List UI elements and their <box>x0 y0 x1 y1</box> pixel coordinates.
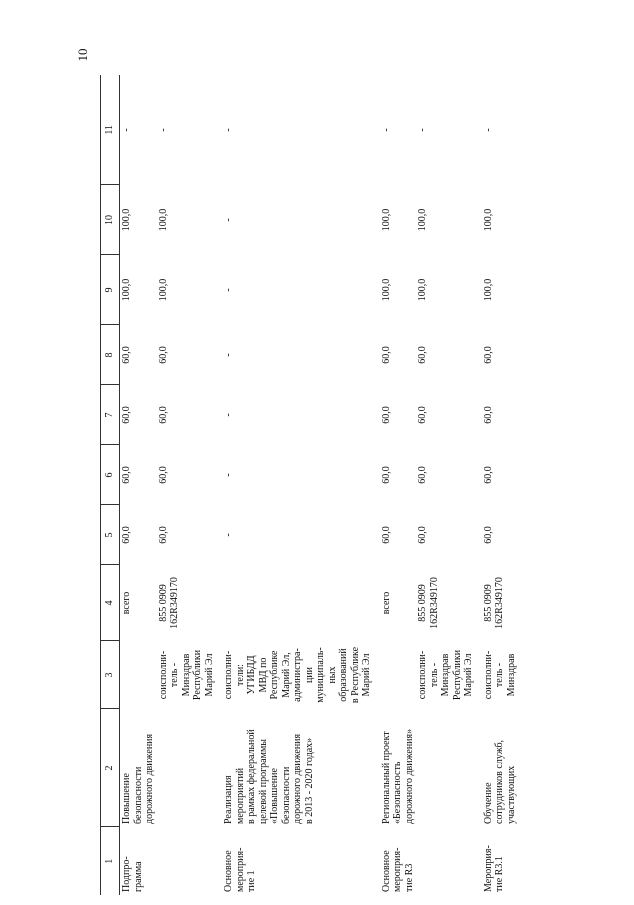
page-number: 10 <box>75 48 90 62</box>
cell-v9: 100,0 <box>157 278 169 302</box>
column-header-3: 3 <box>101 641 120 709</box>
cell-v8: - <box>223 353 234 357</box>
cell-v10: - <box>223 218 234 222</box>
table-row <box>416 75 476 895</box>
column-header-5: 5 <box>101 505 120 565</box>
budget-table <box>100 75 518 895</box>
cell-v10: 100,0 <box>482 208 494 232</box>
table-row <box>482 75 519 895</box>
cell-v11: - <box>157 128 169 132</box>
rotated-table-container <box>100 95 600 895</box>
cell-v11: - <box>121 128 132 132</box>
column-header-1: 1 <box>101 827 120 895</box>
cell-v6: 60,0 <box>157 466 169 484</box>
cell-v6: 60,0 <box>417 466 428 484</box>
cell-name <box>157 709 217 827</box>
cell-v9: 100,0 <box>417 278 428 302</box>
cell-v11: - <box>380 128 392 132</box>
cell-executor: соисполни- тель - Минздрав <box>482 650 517 700</box>
cell-v11: - <box>417 128 428 132</box>
column-header-10: 10 <box>101 185 120 255</box>
cell-v6: 60,0 <box>121 466 132 484</box>
cell-type <box>416 827 476 895</box>
cell-v5: 60,0 <box>121 526 132 544</box>
cell-name: Реализация мероприятий в рамках федеральной целевой программы «Повышение безопасности дорожного движения в 2013 - 2020 годах» <box>223 729 315 824</box>
cell-v6: 60,0 <box>380 466 392 484</box>
cell-v11: - <box>223 128 234 132</box>
cell-v8: 60,0 <box>380 346 392 364</box>
cell-code: всего <box>380 591 392 615</box>
table-row <box>380 75 417 895</box>
cell-code: всего <box>121 591 132 615</box>
cell-type: Мероприя- тие R3.1 <box>482 845 505 892</box>
cell-v7: 60,0 <box>121 406 132 424</box>
cell-v8: 60,0 <box>417 346 428 364</box>
column-header-4: 4 <box>101 565 120 641</box>
column-header-6: 6 <box>101 445 120 505</box>
column-header-2: 2 <box>101 709 120 827</box>
cell-code: 855 0909 162R349170 <box>157 577 180 629</box>
cell-v8: 60,0 <box>482 346 494 364</box>
column-header-11: 11 <box>101 75 120 185</box>
column-header-9: 9 <box>101 255 120 325</box>
cell-type: Подпро- грамма <box>121 856 144 892</box>
cell-name: Повышение безопасности дорожного движения <box>121 733 155 824</box>
cell-v6: - <box>223 473 234 477</box>
cell-v7: 60,0 <box>482 406 494 424</box>
cell-v9: - <box>223 288 234 292</box>
column-header-8: 8 <box>101 325 120 385</box>
cell-v10: 100,0 <box>121 208 132 232</box>
cell-type: Основное мероприя- тие R3 <box>380 847 415 892</box>
cell-v11: - <box>482 128 494 132</box>
cell-v7: 60,0 <box>380 406 392 424</box>
header-row <box>101 75 120 895</box>
table-row <box>157 75 217 895</box>
cell-type <box>157 827 217 895</box>
cell-v10: 100,0 <box>380 208 392 232</box>
cell-v8: 60,0 <box>157 346 169 364</box>
cell-v5: 60,0 <box>157 526 169 544</box>
cell-v5: 60,0 <box>482 526 494 544</box>
cell-executor <box>120 641 157 709</box>
column-header-7: 7 <box>101 385 120 445</box>
cell-code <box>222 565 374 641</box>
cell-executor: соисполни- тель - Минздрав Республики Марий Эл <box>157 649 215 701</box>
cell-v9: 100,0 <box>482 278 494 302</box>
cell-executor: соисполни- тели: УГИБДД МВД по Республике Марий Эл, администра- ции муниципаль- ных образований в Республике Марий Эл <box>223 646 372 704</box>
cell-v5: - <box>223 533 234 537</box>
table-row <box>222 75 374 895</box>
cell-code: 855 0909 162R349170 <box>482 577 505 629</box>
table-row <box>120 75 157 895</box>
table-body <box>120 75 519 895</box>
cell-v7: - <box>223 413 234 417</box>
cell-v7: 60,0 <box>417 406 428 424</box>
cell-v10: 100,0 <box>417 208 428 232</box>
cell-v10: 100,0 <box>157 208 169 232</box>
cell-v5: 60,0 <box>380 526 392 544</box>
cell-name <box>416 709 476 827</box>
cell-code: 855 0909 162R349170 <box>417 577 440 629</box>
cell-name: Обучение сотрудников служб, участвующих <box>482 739 517 824</box>
cell-type: Основное мероприя- тие 1 <box>223 847 257 892</box>
cell-v6: 60,0 <box>482 466 494 484</box>
cell-executor: соисполни- тель - Минздрав Республики Марий Эл <box>417 649 474 701</box>
cell-v9: 100,0 <box>121 278 132 302</box>
cell-v5: 60,0 <box>417 526 428 544</box>
cell-name: Региональный проект «Безопасность дорожного движения» <box>380 728 415 824</box>
cell-v9: 100,0 <box>380 278 392 302</box>
cell-v7: 60,0 <box>157 406 169 424</box>
cell-executor <box>380 641 417 709</box>
cell-v8: 60,0 <box>121 346 132 364</box>
